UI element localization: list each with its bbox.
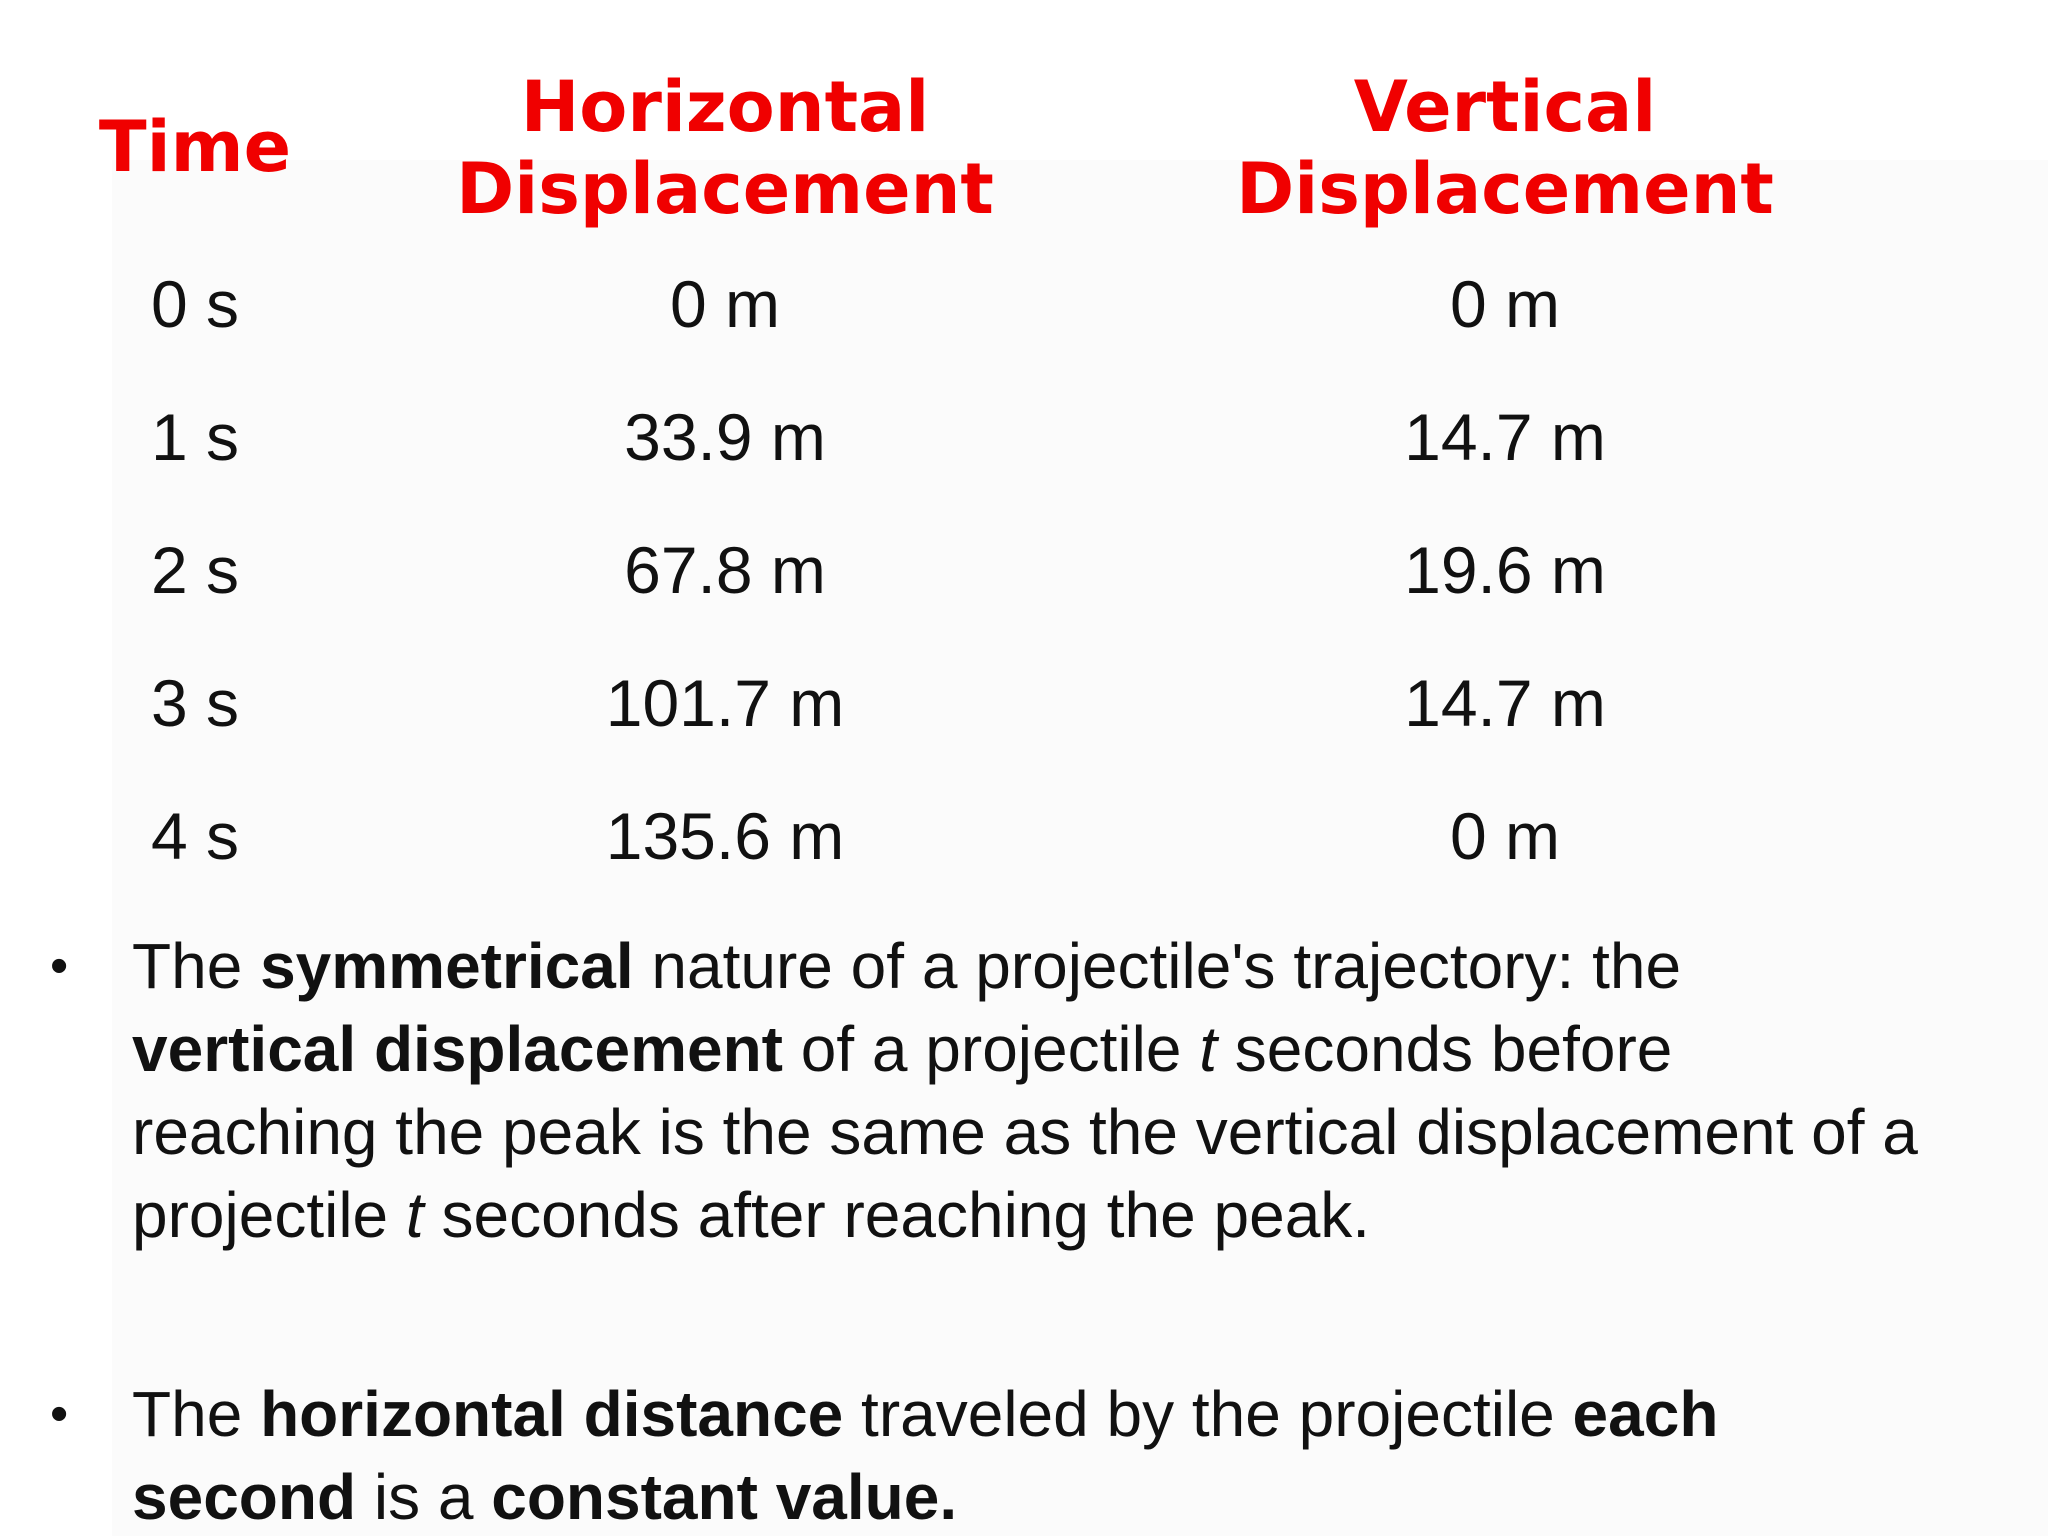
row-2-horizontal: 67.8 m xyxy=(624,533,826,607)
header-horizontal-line1: Horizontal xyxy=(520,66,930,148)
header-time-label: Time xyxy=(98,106,292,188)
row-4-horizontal: 135.6 m xyxy=(605,799,845,873)
header-vertical-line2: Displacement xyxy=(1236,148,1774,230)
italic-variable-t: t xyxy=(1199,1013,1217,1085)
row-3-time: 3 s xyxy=(150,666,240,740)
text-run: The xyxy=(132,930,261,1002)
row-1-horizontal: 33.9 m xyxy=(624,400,826,474)
bullet-dot: • xyxy=(50,1385,69,1443)
row-4-vertical: 0 m xyxy=(1449,799,1561,873)
italic-variable-t: t xyxy=(405,1179,424,1251)
header-time xyxy=(90,106,300,188)
row-3-vertical: 14.7 m xyxy=(1404,666,1606,740)
bold-term-constant-value: constant value. xyxy=(491,1461,958,1533)
row-2-vertical: 19.6 m xyxy=(1404,533,1606,607)
row-0-time: 0 s xyxy=(150,267,240,341)
row-2-time: 2 s xyxy=(150,533,240,607)
row-4-time: 4 s xyxy=(150,799,240,873)
row-1-time: 1 s xyxy=(150,400,240,474)
header-vertical-displacement xyxy=(1220,66,1790,230)
bullet-dot: • xyxy=(50,937,69,995)
bold-term-each-second: each second xyxy=(132,1378,1719,1533)
bold-term-vertical-displacement: vertical displacement xyxy=(132,1013,783,1085)
bullet-symmetry-text xyxy=(132,925,1922,1257)
content-panel xyxy=(112,160,2048,1536)
bold-term-horizontal-distance: horizontal distance xyxy=(260,1378,844,1450)
header-vertical-line1: Vertical xyxy=(1353,66,1657,148)
bold-term-symmetrical: symmetrical xyxy=(260,930,634,1002)
row-3-horizontal: 101.7 m xyxy=(605,666,845,740)
text-run: is a xyxy=(356,1461,492,1533)
text-run: nature of a projectile's trajectory: the xyxy=(633,930,1682,1002)
row-0-vertical: 0 m xyxy=(1449,267,1561,341)
text-run: The xyxy=(132,1378,261,1450)
text-run: traveled by the projectile xyxy=(843,1378,1573,1450)
row-0-horizontal: 0 m xyxy=(669,267,781,341)
header-horizontal-displacement xyxy=(440,66,1010,230)
header-horizontal-line2: Displacement xyxy=(456,148,994,230)
text-run: of a projectile xyxy=(782,1013,1200,1085)
bullet-horizontal-distance-text xyxy=(132,1373,1922,1539)
text-run: seconds after reaching the peak. xyxy=(423,1179,1371,1251)
text-run: seconds before reaching the peak is the same as the vertical displacement of a projectile xyxy=(132,1013,1918,1251)
row-1-vertical: 14.7 m xyxy=(1404,400,1606,474)
